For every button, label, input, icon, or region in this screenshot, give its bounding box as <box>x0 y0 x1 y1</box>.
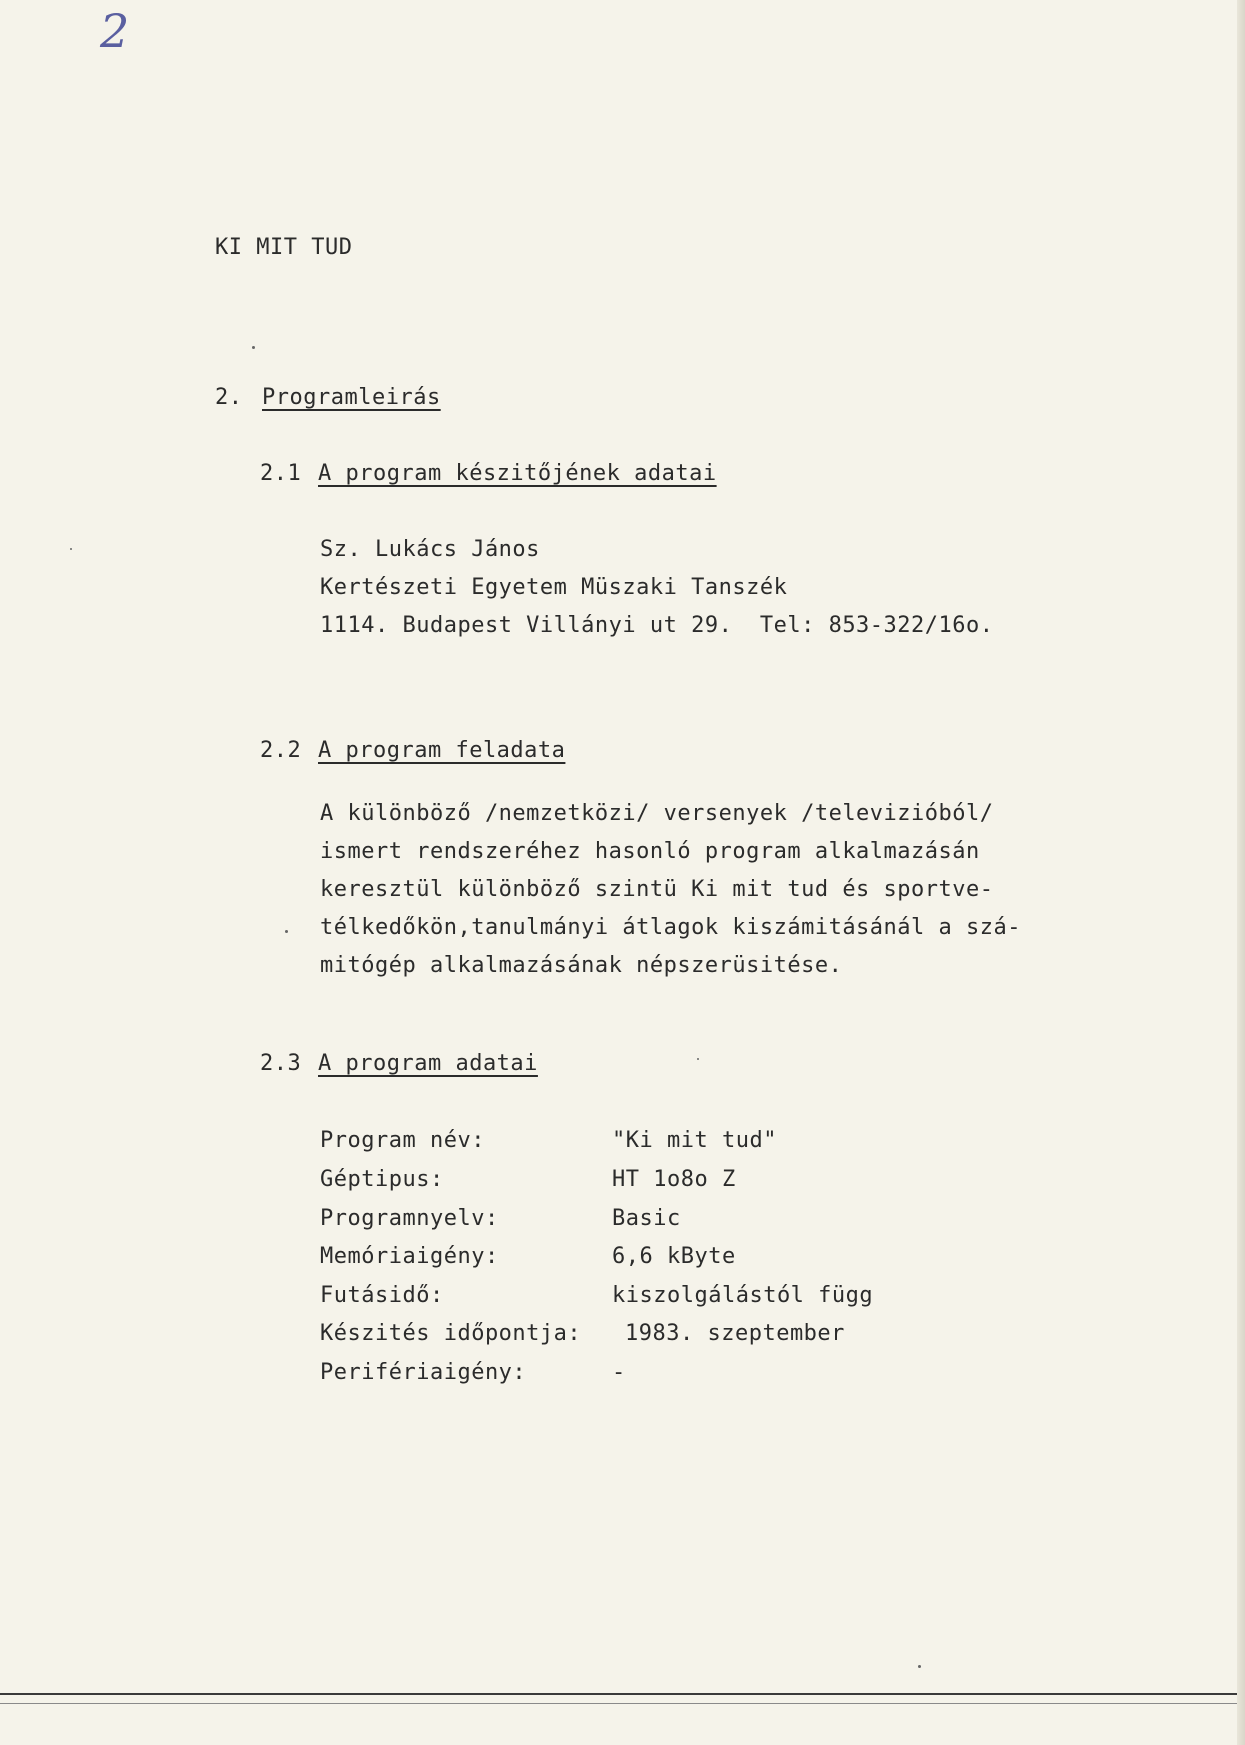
paper-speck <box>697 1058 699 1060</box>
author-name: Sz. Lukács János <box>320 537 540 562</box>
bottom-rule-thin <box>0 1703 1237 1704</box>
author-institution: Kertészeti Egyetem Müszaki Tanszék <box>320 575 788 600</box>
section-2-2-heading: A program feladata <box>318 738 566 763</box>
language-value: Basic <box>612 1206 681 1231</box>
task-paragraph-line: mitógép alkalmazásának népszerüsitése. <box>320 953 843 978</box>
language-label: Programnyelv: <box>320 1206 499 1231</box>
creation-date-label: Készités időpontja: <box>320 1321 582 1346</box>
bottom-rule <box>0 1693 1237 1695</box>
memory-value: 6,6 kByte <box>612 1244 736 1269</box>
section-2-heading: Programleirás <box>262 385 441 410</box>
section-2-number: 2. <box>215 385 243 410</box>
program-name-label: Program név: <box>320 1128 485 1153</box>
section-2-1-heading: A program készitőjének adatai <box>318 461 717 486</box>
paper-speck <box>918 1665 921 1668</box>
machine-type-value: HT 1o8o Z <box>612 1167 736 1192</box>
peripheral-label: Perifériaigény: <box>320 1360 527 1385</box>
creation-date-value: 1983. szeptember <box>625 1321 845 1346</box>
paper-speck <box>285 930 288 933</box>
task-paragraph-line: télkedőkön,tanulmányi átlagok kiszámitásánál a szá- <box>320 915 1022 940</box>
peripheral-value: - <box>612 1360 626 1385</box>
machine-type-label: Géptipus: <box>320 1167 444 1192</box>
task-paragraph-line: A különböző /nemzetközi/ versenyek /televizióból/ <box>320 801 994 826</box>
handwritten-page-number: 2 <box>100 4 130 58</box>
program-name-value: "Ki mit tud" <box>612 1128 777 1153</box>
runtime-label: Futásidő: <box>320 1283 444 1308</box>
document-title: KI MIT TUD <box>215 235 353 260</box>
memory-label: Memóriaigény: <box>320 1244 499 1269</box>
task-paragraph-line: keresztül különböző szintü Ki mit tud és sportve- <box>320 877 994 902</box>
paper-speck <box>252 346 255 349</box>
paper-speck <box>70 548 72 550</box>
runtime-value: kiszolgálástól függ <box>612 1283 874 1308</box>
section-2-1-number: 2.1 <box>260 461 302 486</box>
section-2-2-number: 2.2 <box>260 738 302 763</box>
section-2-3-heading: A program adatai <box>318 1051 538 1076</box>
author-address: 1114. Budapest Villányi ut 29. Tel: 853-322/16o. <box>320 613 994 638</box>
section-2-3-number: 2.3 <box>260 1051 302 1076</box>
task-paragraph-line: ismert rendszeréhez hasonló program alkalmazásán <box>320 839 980 864</box>
